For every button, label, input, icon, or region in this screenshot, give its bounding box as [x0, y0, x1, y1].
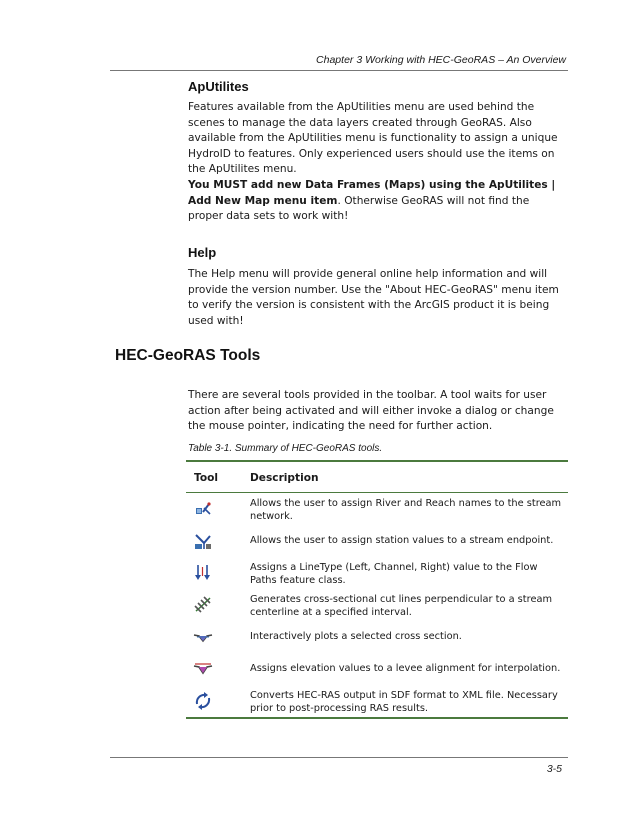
table-row — [186, 685, 568, 717]
column-header-tool: Tool — [194, 472, 219, 484]
table-row — [186, 557, 568, 589]
aputilites-paragraph-1: Features available from the ApUtilities menu are used behind the scenes to manage the data layers created through GeoRAS. Also available from the ApUtilities menu is functionality to assign a unique HydroID to features. Only experienced users should use the items on the ApUtilites menu. — [188, 101, 558, 176]
river-station-icon — [192, 530, 214, 552]
tools-paragraph-block — [188, 388, 563, 435]
aputilites-warning-rest: . Otherwise GeoRAS will not find the proper data sets to work with! — [188, 194, 530, 223]
tool-description: Assigns elevation values to a levee alignment for interpolation. — [250, 663, 561, 674]
tool-description: Assigns a LineType (Left, Channel, Right) value to the Flow Paths feature class. — [250, 562, 538, 587]
table-row — [186, 621, 568, 653]
tools-table — [186, 460, 568, 719]
aputilites-paragraph-block — [188, 100, 563, 178]
running-header: Chapter 3 Working with HEC-GeoRAS – An Overview — [316, 54, 566, 66]
page-number: 3-5 — [546, 763, 562, 775]
table-row — [186, 493, 568, 525]
aputilites-paragraph-2 — [188, 178, 563, 225]
river-reach-id-icon — [192, 498, 214, 520]
tools-paragraph: There are several tools provided in the toolbar. A tool waits for user action after being activated and will either invoke a dialog or change the mouse pointer, indicating the need for further action. — [188, 389, 554, 433]
footer-rule — [110, 757, 568, 758]
section-title-aputilites: ApUtilites — [188, 79, 249, 94]
tool-description: Allows the user to assign River and Reach names to the stream network. — [250, 498, 562, 523]
table-row — [186, 525, 568, 557]
aputilites-warning-bold: You MUST add new Data Frames (Maps) using the ApUtilites | Add New Map menu item — [188, 179, 556, 207]
assign-levee-elevation-icon — [192, 658, 214, 680]
table-caption: Table 3-1. Summary of HEC-GeoRAS tools. — [188, 443, 383, 454]
section-title-help: Help — [188, 245, 217, 260]
help-paragraph-block — [188, 267, 563, 329]
tool-description: Generates cross-sectional cut lines perpendicular to a stream centerline at a specified interval. — [250, 594, 553, 619]
table-row — [186, 589, 568, 621]
table-header-row — [186, 462, 568, 493]
column-header-description: Description — [250, 472, 319, 484]
plot-xs-icon — [192, 626, 214, 648]
tool-description: Allows the user to assign station values to a stream endpoint. — [250, 535, 554, 546]
construct-xs-icon — [192, 594, 214, 616]
help-paragraph: The Help menu will provide general online help information and will provide the version number. Use the "About HEC-GeoRAS" menu item to verify the version is consistent with the ArcGIS product it is being used with! — [188, 268, 559, 327]
convert-sdf-xml-icon — [192, 690, 214, 712]
tool-description: Interactively plots a selected cross section. — [250, 631, 462, 642]
table-row — [186, 653, 568, 685]
flowpath-linetype-icon — [192, 562, 214, 584]
header-rule — [110, 70, 568, 71]
section-title-tools: HEC-GeoRAS Tools — [115, 347, 261, 364]
aputilites-note-block — [188, 178, 563, 225]
tool-description: Converts HEC-RAS output in SDF format to XML file. Necessary prior to post-processing RAS results. — [250, 690, 558, 715]
